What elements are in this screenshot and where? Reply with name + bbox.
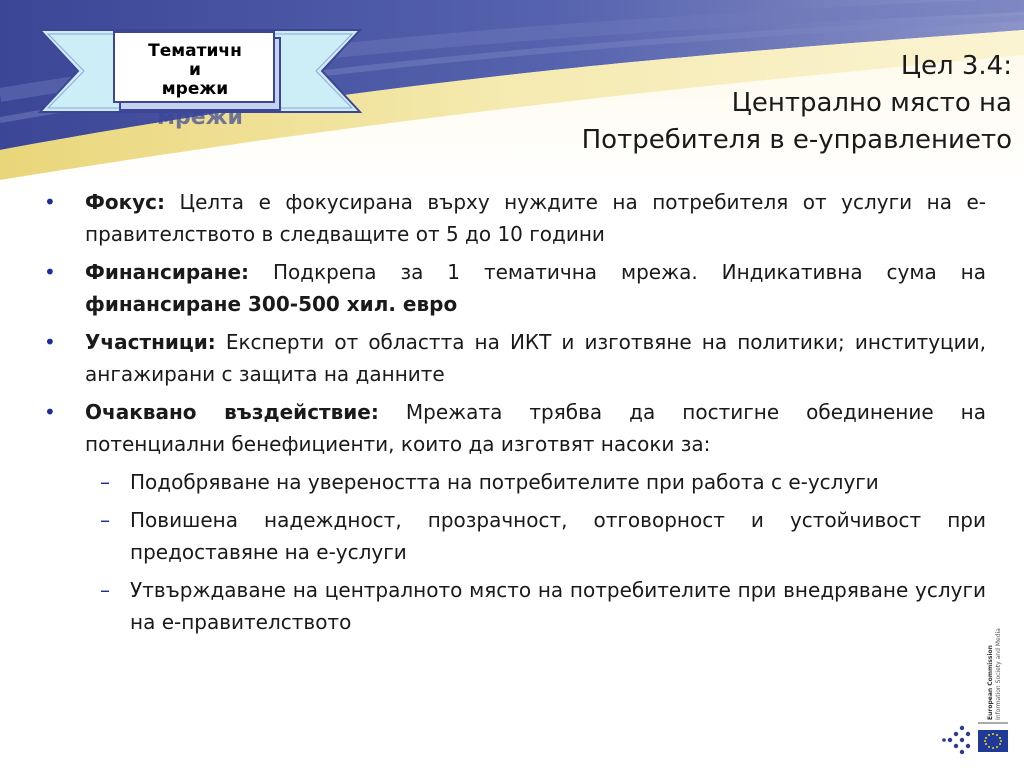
bullet-text: Мрежата трябва да постигне обединение на потенциални бенефициенти, които да изготвят насоки за: [85,400,986,456]
dots-icon [942,726,970,754]
bullet-label: Финансиране: [85,260,250,284]
bullet-item-participants [44,326,986,390]
bullet-text: Експерти от областта на ИКТ и изготвяне на политики; институции, ангажирани с защита на данните [85,330,986,386]
logo-dept-text: Information Society and Media [995,628,1002,720]
sub-item-text: Утвърждаване на централното място на потребителите при внедряване услуги на е-правителството [130,578,986,634]
bullet-label: Фокус: [85,190,166,214]
bullet-bold-tail: финансиране 300-500 хил. евро [85,292,458,316]
bullet-label: Участници: [85,330,216,354]
bullet-marker: • [44,400,56,424]
sub-item [44,466,986,498]
badge-label [116,42,274,99]
dash-marker: – [100,470,110,494]
bullet-text: Подкрепа за 1 тематична мрежа. Индикативна сума на [249,260,986,284]
bullet-marker: • [44,330,56,354]
title-line-1: Цел 3.4: [900,51,1012,81]
dash-marker: – [100,578,110,602]
sub-item [44,504,986,568]
dash-marker: – [100,508,110,532]
title-line-3: Потребителя в е-управлението [581,125,1012,155]
slide-title [392,48,1012,159]
badge-line-1: Тематичн [148,41,242,61]
title-line-2: Централно място на [731,88,1012,118]
bullet-marker: • [44,190,56,214]
bullet-item-focus [44,186,986,250]
badge-shadow-text: мрежи [157,105,243,130]
bullet-text: Целта е фокусирана върху нуждите на потребителя от услуги на е-правителството в следващите от 5 до 10 години [85,190,986,246]
sub-item-text: Подобряване на увереността на потребителите при работа с е-услуги [130,470,879,494]
bullet-item-funding [44,256,986,320]
sub-item [44,574,986,638]
bullet-marker: • [44,260,56,284]
slide-content [44,186,986,644]
logo-org-text: European Commission [987,645,994,720]
badge-line-2: и [189,60,201,80]
european-commission-logo [938,628,1010,758]
bullet-item-impact [44,396,986,460]
bullet-label: Очаквано въздействие: [85,400,379,424]
sub-item-text: Повишена надеждност, прозрачност, отговорност и устойчивост при предоставяне на е-услуги [130,508,986,564]
badge-line-3: мрежи [161,79,229,99]
